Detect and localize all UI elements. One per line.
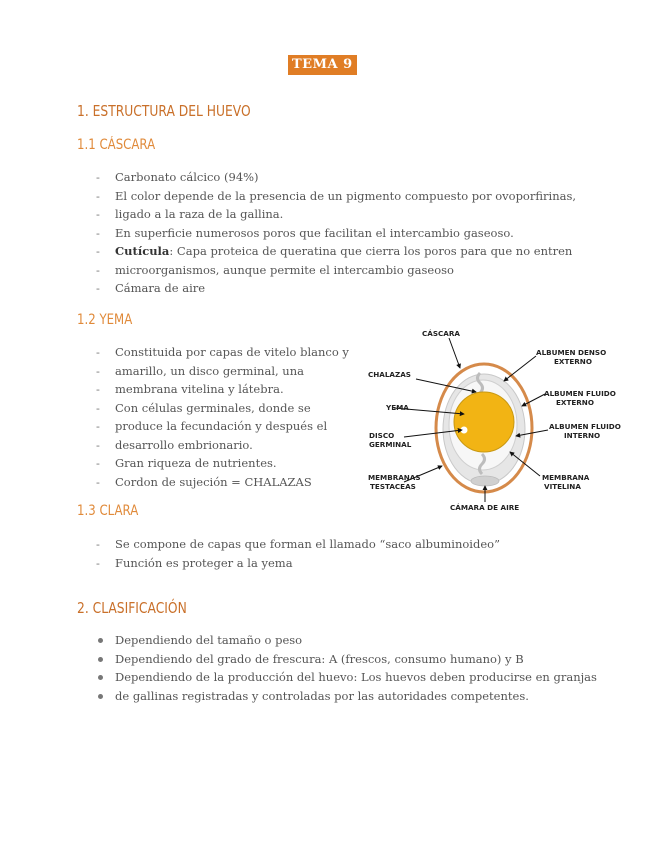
- list-item: - Cámara de aire: [96, 279, 576, 298]
- label-albumen-fluido-interno: INTERNO: [564, 431, 601, 440]
- list-item: - Se compone de capas que forman el llamado “saco albuminoideo”: [96, 535, 500, 554]
- label-albumen-fluido-int: ALBUMEN FLUIDO: [549, 422, 621, 431]
- label-membrana: MEMBRANA: [542, 473, 590, 482]
- label-germinal: GERMINAL: [369, 440, 412, 449]
- label-disco: DISCO: [369, 431, 395, 440]
- topic-badge: TEMA 9: [288, 55, 357, 75]
- egg-structure-diagram: [364, 326, 634, 518]
- label-cascara: CÁSCARA: [422, 329, 460, 338]
- label-vitelina: VITELINA: [544, 482, 581, 491]
- list-item-continuation: - desarrollo embrionario.: [96, 436, 349, 455]
- label-albumen-fluido-externo: EXTERNO: [556, 398, 594, 407]
- term-cuticula: Cutícula: [115, 244, 170, 258]
- list-item: - Con células germinales, donde se: [96, 399, 349, 418]
- subsection-yema-heading: 1.2 YEMA: [77, 312, 133, 328]
- list-item: Dependiendo de la producción del huevo: Los huevos deben producirse en granjas: [96, 668, 597, 687]
- label-testaceas: TESTACEAS: [370, 482, 416, 491]
- list-item: [96, 242, 576, 261]
- yolk: [454, 392, 514, 452]
- list-item-text: de gallinas registradas y controladas por las autoridades competentes.: [115, 688, 529, 703]
- label-albumen-fluido-ext: ALBUMEN FLUIDO: [544, 389, 616, 398]
- list-item: Dependiendo del grado de frescura: A (frescos, consumo humano) y B: [96, 650, 597, 669]
- list-item: - En superficie numerosos poros que facilitan el intercambio gaseoso.: [96, 224, 576, 243]
- list-item: Dependiendo del tamaño o peso: [96, 631, 597, 650]
- label-albumen-denso-externo: EXTERNO: [554, 357, 592, 366]
- list-item: - Constituida por capas de vitelo blanco y: [96, 343, 349, 362]
- list-item: - Gran riqueza de nutrientes.: [96, 454, 349, 473]
- list-item-continuation: - microorganismos, aunque permite el intercambio gaseoso: [96, 261, 576, 280]
- section-1-heading: 1. ESTRUCTURA DEL HUEVO: [77, 102, 251, 120]
- list-item-continuation: [96, 687, 597, 706]
- label-membranas: MEMBRANAS: [368, 473, 421, 482]
- list-item: - Carbonato cálcico (94%): [96, 168, 576, 187]
- list-item-continuation: [96, 205, 576, 224]
- clara-list: [96, 535, 500, 572]
- list-item: - Función es proteger a la yema: [96, 554, 500, 573]
- list-item: [96, 187, 576, 206]
- yema-list: [96, 343, 349, 491]
- clasificacion-list: [96, 631, 597, 705]
- cascara-list: [96, 168, 576, 298]
- subsection-clara-heading: 1.3 CLARA: [77, 503, 139, 519]
- list-item-continuation: - membrana vitelina y látebra.: [96, 380, 349, 399]
- label-yema: YEMA: [386, 403, 409, 412]
- label-albumen-denso: ALBUMEN DENSO: [536, 348, 607, 357]
- list-item-continuation: - amarillo, un disco germinal, una: [96, 362, 349, 381]
- list-item-text: El color depende de la presencia de un pigmento compuesto por ovoporfirinas,: [115, 188, 577, 203]
- list-item-continuation: - produce la fecundación y después el: [96, 417, 349, 436]
- list-item-text: ligado a la raza de la gallina.: [115, 207, 284, 221]
- label-chalazas: CHALAZAS: [368, 370, 411, 379]
- list-item: - Cordon de sujeción = CHALAZAS: [96, 473, 349, 492]
- air-chamber: [471, 476, 499, 486]
- subsection-cascara-heading: 1.1 CÁSCARA: [77, 137, 156, 153]
- section-2-heading: 2. CLASIFICACIÓN: [77, 599, 187, 617]
- list-item-text: : Capa proteica de queratina que cierra los poros para que no entren: [169, 244, 573, 258]
- label-camara-de-aire: CÁMARA DE AIRE: [450, 503, 520, 512]
